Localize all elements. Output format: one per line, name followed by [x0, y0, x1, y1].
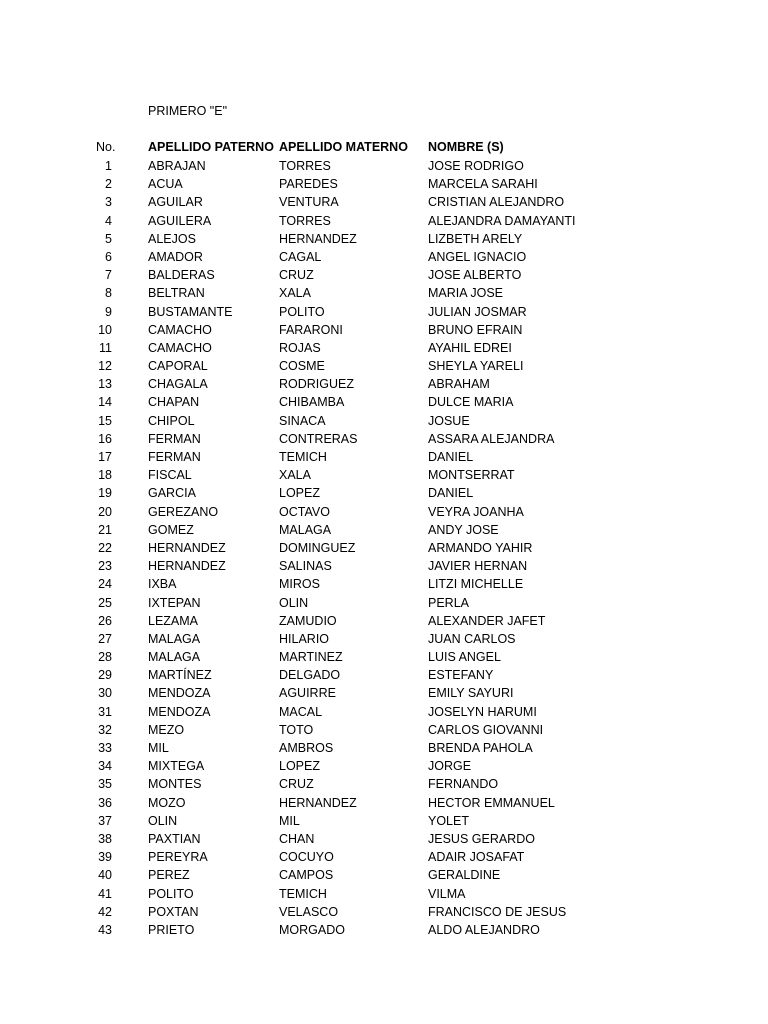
apellido-materno-cell: AGUIRRE — [279, 686, 336, 701]
nombre-cell: CARLOS GIOVANNI — [428, 722, 544, 737]
nombre-cell: LIZBETH ARELY — [428, 231, 523, 246]
row-number: 3 — [105, 195, 112, 210]
row-number: 13 — [98, 377, 112, 392]
row-number: 30 — [98, 686, 112, 701]
apellido-paterno-cell: PEREZ — [148, 868, 190, 883]
apellido-paterno-cell: CHIPOL — [148, 413, 195, 428]
table-row — [0, 921, 768, 939]
apellido-materno-cell: CAMPOS — [279, 868, 334, 883]
row-number: 4 — [105, 213, 112, 228]
apellido-materno-cell: MORGADO — [279, 922, 345, 937]
nombre-cell: ANDY JOSE — [428, 522, 499, 537]
row-number: 19 — [98, 486, 112, 501]
nombre-cell: JORGE — [428, 759, 472, 774]
row-number: 37 — [98, 813, 112, 828]
nombre-cell: JUAN CARLOS — [428, 631, 516, 646]
apellido-paterno-cell: ABRAJAN — [148, 159, 206, 173]
apellido-paterno-cell: CAPORAL — [148, 359, 208, 374]
table-row — [0, 830, 768, 848]
nombre-cell: HECTOR EMMANUEL — [428, 795, 555, 810]
row-number: 40 — [98, 868, 112, 883]
table-row — [0, 848, 768, 866]
apellido-paterno-cell: MOZO — [148, 795, 186, 810]
table-row — [0, 357, 768, 375]
row-number: 42 — [98, 904, 112, 919]
nombre-cell: MARIA JOSE — [428, 286, 504, 301]
table-row — [0, 448, 768, 466]
nombre-cell: ALEJANDRA DAMAYANTI — [428, 213, 576, 228]
table-row — [0, 430, 768, 448]
table-row — [0, 175, 768, 193]
row-number: 20 — [98, 504, 112, 519]
row-number: 21 — [98, 522, 112, 537]
nombre-cell: MARCELA SARAHI — [428, 177, 538, 192]
apellido-paterno-cell: BELTRAN — [148, 286, 205, 301]
nombre-cell: FERNANDO — [428, 777, 499, 792]
nombre-cell: BRUNO EFRAIN — [428, 322, 523, 337]
apellido-paterno-cell: PAXTIAN — [148, 831, 201, 846]
apellido-paterno-cell: AGUILAR — [148, 195, 203, 210]
apellido-paterno-cell: MALAGA — [148, 631, 201, 646]
apellido-materno-cell: HERNANDEZ — [279, 231, 357, 246]
apellido-paterno-cell: MONTES — [148, 777, 202, 792]
table-row — [0, 484, 768, 502]
nombre-cell: ESTEFANY — [428, 668, 494, 683]
apellido-materno-cell: RODRIGUEZ — [279, 377, 354, 392]
apellido-paterno-cell: POXTAN — [148, 904, 199, 919]
nombre-cell: JESUS GERARDO — [428, 831, 535, 846]
table-row — [0, 321, 768, 339]
nombre-cell: ANGEL IGNACIO — [428, 249, 527, 264]
nombre-cell: VEYRA JOANHA — [428, 504, 524, 519]
apellido-paterno-cell: AGUILERA — [148, 213, 212, 228]
apellido-materno-cell: DELGADO — [279, 668, 341, 683]
table-row — [0, 266, 768, 284]
row-number: 41 — [98, 886, 112, 901]
apellido-materno-cell: OCTAVO — [279, 504, 330, 519]
table-row — [0, 775, 768, 793]
apellido-materno-cell: ZAMUDIO — [279, 613, 337, 628]
apellido-paterno-cell: BUSTAMANTE — [148, 304, 233, 319]
apellido-paterno-cell: LEZAMA — [148, 613, 199, 628]
row-number: 28 — [98, 650, 112, 665]
row-number: 24 — [98, 577, 112, 592]
apellido-paterno-cell: CHAGALA — [148, 377, 208, 392]
row-number: 9 — [105, 304, 112, 319]
row-number: 8 — [105, 286, 112, 301]
apellido-paterno-cell: GEREZANO — [148, 504, 219, 519]
table-row — [0, 885, 768, 903]
apellido-paterno-cell: FERMAN — [148, 431, 201, 446]
nombre-cell: VILMA — [428, 886, 466, 901]
row-number: 23 — [98, 559, 112, 574]
row-number: 29 — [98, 668, 112, 683]
table-row — [0, 230, 768, 248]
row-number: 43 — [98, 922, 112, 937]
nombre-cell: BRENDA PAHOLA — [428, 741, 533, 755]
table-row — [0, 666, 768, 684]
apellido-paterno-cell: MALAGA — [148, 650, 201, 665]
apellido-materno-cell: ROJAS — [279, 340, 321, 355]
apellido-materno-cell: CONTRERAS — [279, 431, 358, 446]
apellido-paterno-cell: ACUA — [148, 177, 183, 192]
nombre-cell: PERLA — [428, 595, 469, 610]
table-row — [0, 375, 768, 393]
apellido-paterno-cell: PEREYRA — [148, 850, 208, 865]
row-number: 34 — [98, 759, 112, 774]
table-row — [0, 648, 768, 666]
apellido-paterno-cell: FISCAL — [148, 468, 192, 483]
table-row — [0, 866, 768, 884]
table-row — [0, 739, 768, 757]
apellido-materno-cell: DOMINGUEZ — [279, 540, 356, 555]
apellido-paterno-cell: OLIN — [148, 813, 178, 828]
row-number: 11 — [99, 340, 112, 355]
table-row — [0, 393, 768, 411]
apellido-materno-cell: TORRES — [279, 159, 331, 173]
nombre-cell: JOSE ALBERTO — [428, 268, 522, 283]
apellido-paterno-cell: MENDOZA — [148, 686, 211, 701]
nombre-cell: DANIEL — [428, 450, 474, 464]
row-number: 6 — [105, 249, 112, 264]
apellido-paterno-cell: CHAPAN — [148, 395, 200, 410]
nombre-cell: ARMANDO YAHIR — [428, 540, 533, 555]
table-row — [0, 757, 768, 775]
table-row — [0, 684, 768, 702]
apellido-materno-cell: MIROS — [279, 577, 320, 592]
apellido-materno-cell: XALA — [279, 468, 311, 483]
table-row — [0, 248, 768, 266]
apellido-materno-cell: MIL — [279, 813, 300, 828]
apellido-paterno-cell: FERMAN — [148, 450, 201, 464]
nombre-cell: DANIEL — [428, 486, 474, 501]
nombre-cell: LITZI MICHELLE — [428, 577, 524, 592]
nombre-cell: SHEYLA YARELI — [428, 359, 524, 374]
apellido-materno-cell: PAREDES — [279, 177, 338, 192]
row-number: 7 — [105, 268, 112, 283]
apellido-paterno-cell: GOMEZ — [148, 522, 194, 537]
row-number: 17 — [98, 450, 112, 464]
apellido-materno-cell: TEMICH — [279, 886, 327, 901]
table-row — [0, 466, 768, 484]
nombre-cell: ASSARA ALEJANDRA — [428, 431, 555, 446]
row-number: 25 — [98, 595, 112, 610]
apellido-materno-cell: LOPEZ — [279, 486, 320, 501]
student-list — [0, 157, 768, 939]
table-row — [0, 193, 768, 211]
table-row — [0, 794, 768, 812]
apellido-paterno-cell: BALDERAS — [148, 268, 215, 283]
row-number: 12 — [98, 359, 112, 374]
nombre-cell: CRISTIAN ALEJANDRO — [428, 195, 565, 210]
table-row — [0, 284, 768, 302]
apellido-paterno-cell: MARTÍNEZ — [148, 668, 212, 683]
apellido-materno-cell: MALAGA — [279, 522, 332, 537]
apellido-paterno-cell: IXBA — [148, 577, 177, 592]
table-row — [0, 503, 768, 521]
apellido-materno-cell: TORRES — [279, 213, 331, 228]
row-number: 38 — [98, 831, 112, 846]
nombre-cell: DULCE MARIA — [428, 395, 514, 410]
row-number: 10 — [98, 322, 112, 337]
apellido-materno-cell: CAGAL — [279, 249, 322, 264]
apellido-paterno-cell: MIL — [148, 741, 169, 755]
table-row — [0, 721, 768, 739]
row-number: 32 — [98, 722, 112, 737]
apellido-materno-cell: MACAL — [279, 704, 323, 719]
nombre-cell: FRANCISCO DE JESUS — [428, 904, 567, 919]
apellido-materno-cell: SALINAS — [279, 559, 332, 574]
row-number: 39 — [98, 850, 112, 865]
apellido-materno-cell: SINACA — [279, 413, 326, 428]
row-number: 22 — [98, 540, 112, 555]
apellido-materno-cell: TEMICH — [279, 450, 327, 464]
apellido-materno-cell: AMBROS — [279, 741, 334, 755]
apellido-materno-cell: CHIBAMBA — [279, 395, 345, 410]
table-row — [0, 212, 768, 230]
nombre-cell: JOSUE — [428, 413, 470, 428]
table-row — [0, 412, 768, 430]
document-title: PRIMERO "E" — [148, 104, 228, 118]
table-row — [0, 612, 768, 630]
apellido-materno-cell: MARTINEZ — [279, 650, 343, 665]
nombre-cell: LUIS ANGEL — [428, 650, 501, 665]
nombre-cell: JAVIER HERNAN — [428, 559, 528, 574]
apellido-paterno-cell: AMADOR — [148, 249, 203, 264]
row-number: 14 — [98, 395, 112, 410]
apellido-materno-cell: CRUZ — [279, 777, 314, 792]
header-nombre: NOMBRE (S) — [428, 140, 504, 154]
nombre-cell: ADAIR JOSAFAT — [428, 850, 525, 865]
row-number: 31 — [98, 704, 112, 719]
apellido-materno-cell: POLITO — [279, 304, 325, 319]
nombre-cell: AYAHIL EDREI — [428, 340, 512, 355]
apellido-paterno-cell: IXTEPAN — [148, 595, 201, 610]
row-number: 18 — [98, 468, 112, 483]
nombre-cell: ALEXANDER JAFET — [428, 613, 546, 628]
table-row — [0, 521, 768, 539]
table-row — [0, 812, 768, 830]
apellido-paterno-cell: MEZO — [148, 722, 185, 737]
row-number: 16 — [98, 431, 112, 446]
nombre-cell: GERALDINE — [428, 868, 501, 883]
row-number: 15 — [98, 413, 112, 428]
apellido-materno-cell: HILARIO — [279, 631, 330, 646]
nombre-cell: ABRAHAM — [428, 377, 490, 392]
table-row — [0, 303, 768, 321]
row-number: 5 — [105, 231, 112, 246]
table-row — [0, 630, 768, 648]
row-number: 35 — [98, 777, 112, 792]
nombre-cell: YOLET — [428, 813, 469, 828]
table-row — [0, 539, 768, 557]
nombre-cell: EMILY SAYURI — [428, 686, 514, 701]
apellido-paterno-cell: POLITO — [148, 886, 194, 901]
apellido-materno-cell: VENTURA — [279, 195, 339, 210]
header-apellido-materno: APELLIDO MATERNO — [279, 140, 408, 154]
apellido-materno-cell: LOPEZ — [279, 759, 320, 774]
nombre-cell: MONTSERRAT — [428, 468, 515, 483]
apellido-materno-cell: HERNANDEZ — [279, 795, 357, 810]
row-number: 33 — [98, 741, 112, 755]
apellido-paterno-cell: HERNANDEZ — [148, 559, 226, 574]
apellido-paterno-cell: PRIETO — [148, 922, 195, 937]
apellido-materno-cell: XALA — [279, 286, 311, 301]
row-number: 36 — [98, 795, 112, 810]
nombre-cell: JOSELYN HARUMI — [428, 704, 537, 719]
apellido-paterno-cell: HERNANDEZ — [148, 540, 226, 555]
apellido-materno-cell: VELASCO — [279, 904, 339, 919]
apellido-paterno-cell: MIXTEGA — [148, 759, 205, 774]
apellido-materno-cell: COSME — [279, 359, 325, 374]
row-number: 1 — [105, 159, 112, 173]
row-number: 26 — [98, 613, 112, 628]
apellido-materno-cell: TOTO — [279, 722, 314, 737]
header-no: No. — [96, 140, 116, 154]
apellido-materno-cell: OLIN — [279, 595, 309, 610]
table-row — [0, 703, 768, 721]
row-number: 2 — [105, 177, 112, 192]
apellido-materno-cell: CRUZ — [279, 268, 314, 283]
table-row — [0, 575, 768, 593]
table-row — [0, 594, 768, 612]
apellido-paterno-cell: CAMACHO — [148, 322, 212, 337]
apellido-paterno-cell: ALEJOS — [148, 231, 196, 246]
apellido-paterno-cell: MENDOZA — [148, 704, 211, 719]
apellido-materno-cell: CHAN — [279, 831, 315, 846]
apellido-paterno-cell: CAMACHO — [148, 340, 212, 355]
apellido-materno-cell: FARARONI — [279, 322, 343, 337]
apellido-materno-cell: COCUYO — [279, 850, 334, 865]
nombre-cell: ALDO ALEJANDRO — [428, 922, 540, 937]
table-row — [0, 339, 768, 357]
table-row — [0, 903, 768, 921]
table-row — [0, 157, 768, 175]
table-header — [0, 138, 768, 156]
nombre-cell: JOSE RODRIGO — [428, 159, 524, 173]
header-apellido-paterno: APELLIDO PATERNO — [148, 140, 274, 154]
apellido-paterno-cell: GARCIA — [148, 486, 196, 501]
row-number: 27 — [98, 631, 112, 646]
nombre-cell: JULIAN JOSMAR — [428, 304, 527, 319]
table-row — [0, 557, 768, 575]
